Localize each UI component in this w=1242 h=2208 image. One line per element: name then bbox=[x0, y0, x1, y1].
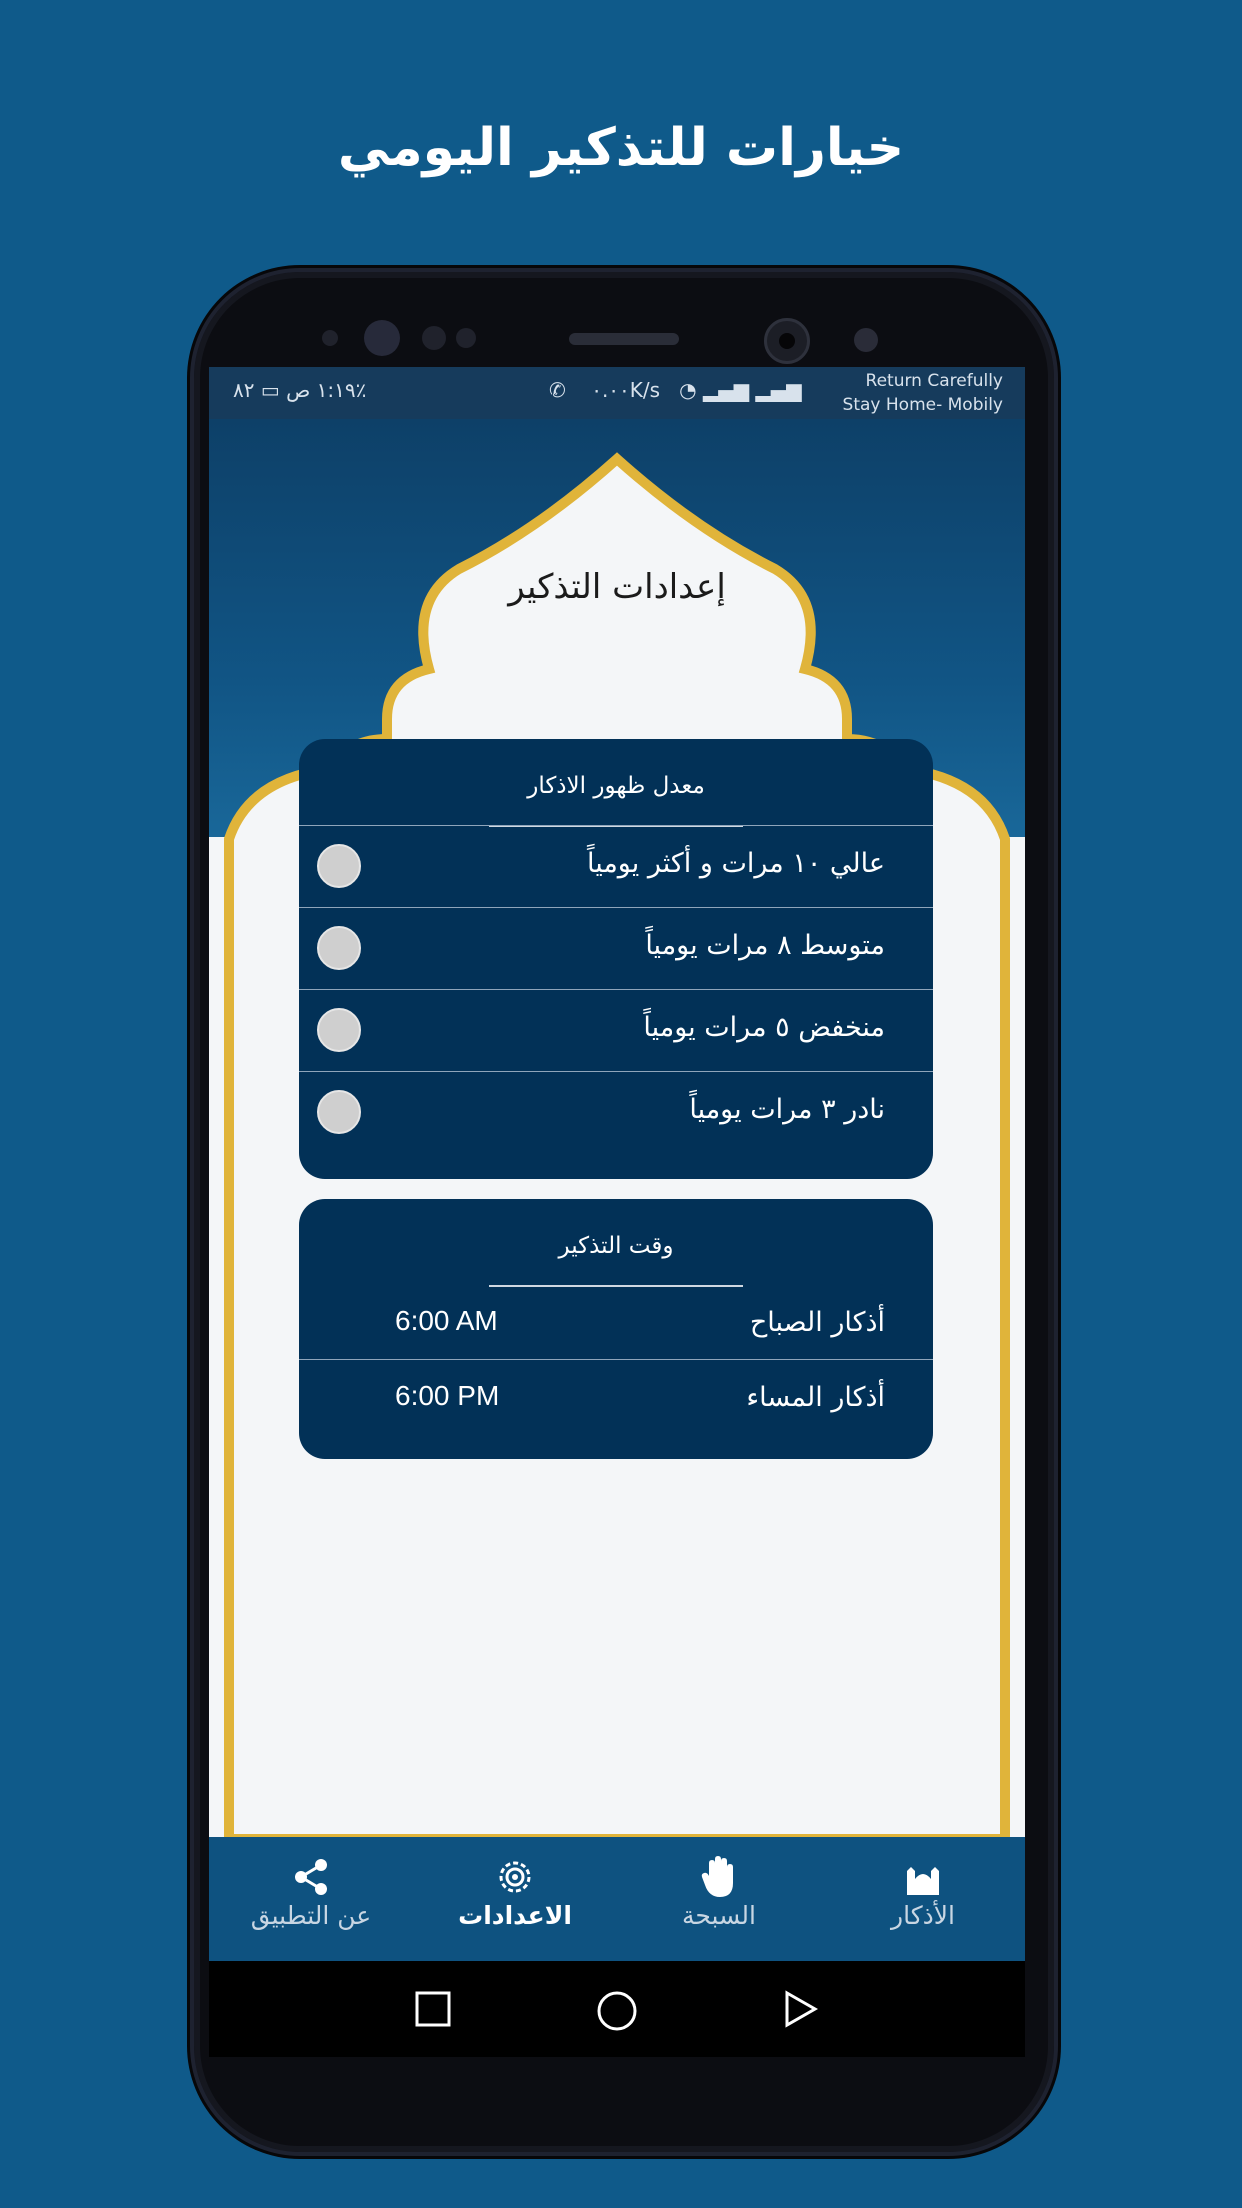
status-bar bbox=[209, 367, 1025, 419]
network-speed bbox=[549, 378, 802, 402]
page-title: إعدادات التذكير bbox=[508, 567, 726, 607]
option-label: عالي ١٠ مرات و أكثر يومياً bbox=[586, 848, 885, 879]
hand-icon bbox=[617, 1853, 821, 1901]
signal-icon: ◔ ▂▄▆ ▂▄▆ bbox=[679, 378, 802, 402]
earpiece-speaker bbox=[569, 333, 679, 345]
nav-item-azkar[interactable] bbox=[821, 1853, 1025, 1930]
reminder-time-card bbox=[299, 1199, 933, 1459]
bottom-navigation bbox=[209, 1837, 1025, 1961]
nav-item-settings[interactable] bbox=[413, 1853, 617, 1930]
gear-icon bbox=[413, 1853, 617, 1901]
frequency-option-high[interactable] bbox=[299, 825, 933, 907]
frequency-header-text: معدل ظهور الاذكار bbox=[527, 773, 705, 799]
share-icon bbox=[209, 1853, 413, 1901]
option-label: نادر ٣ مرات يومياً bbox=[689, 1094, 885, 1125]
front-camera bbox=[364, 320, 400, 356]
evening-time[interactable]: 6:00 PM bbox=[395, 1380, 500, 1411]
iris-camera bbox=[764, 318, 810, 364]
evening-reminder-row[interactable] bbox=[299, 1359, 933, 1433]
carrier-line-2: Stay Home- Mobily bbox=[842, 395, 1003, 415]
morning-label: أذكار الصباح bbox=[749, 1307, 885, 1338]
nav-label: السبحة bbox=[682, 1901, 756, 1930]
home-icon[interactable] bbox=[595, 1989, 639, 2033]
morning-time[interactable]: 6:00 AM bbox=[395, 1305, 498, 1336]
status-time-battery: ١:١٩ ص ▭ ٨٢٪ bbox=[233, 378, 367, 402]
carrier-info bbox=[843, 369, 1003, 417]
call-icon: ✆ bbox=[549, 378, 566, 402]
radio-button[interactable] bbox=[317, 1090, 361, 1134]
radio-button[interactable] bbox=[317, 1008, 361, 1052]
morning-reminder-row[interactable] bbox=[299, 1285, 933, 1359]
evening-label: أذكار المساء bbox=[746, 1382, 885, 1413]
phone-frame bbox=[190, 268, 1058, 2156]
option-label: متوسط ٨ مرات يومياً bbox=[645, 930, 885, 961]
mosque-icon bbox=[821, 1853, 1025, 1901]
frequency-option-rare[interactable] bbox=[299, 1071, 933, 1153]
nav-item-tasbih[interactable] bbox=[617, 1853, 821, 1930]
app-screen bbox=[209, 367, 1025, 2057]
nav-label: الأذكار bbox=[891, 1901, 955, 1930]
nav-label: الاعدادات bbox=[458, 1901, 572, 1930]
speed-text: ٠.٠٠K/s bbox=[591, 378, 661, 402]
promo-title: خيارات للتذكير اليومي bbox=[337, 118, 905, 178]
frequency-card-header bbox=[299, 739, 933, 825]
sensor-dot bbox=[422, 326, 446, 350]
radio-button[interactable] bbox=[317, 926, 361, 970]
sensor-dot bbox=[322, 330, 338, 346]
frequency-option-medium[interactable] bbox=[299, 907, 933, 989]
recents-icon[interactable] bbox=[413, 1989, 453, 2029]
system-navigation-bar bbox=[209, 1961, 1025, 2057]
back-icon[interactable] bbox=[781, 1989, 821, 2029]
sensor-dot bbox=[456, 328, 476, 348]
sensor-dot bbox=[854, 328, 878, 352]
time-header-text: وقت التذكير bbox=[558, 1233, 674, 1259]
frequency-card bbox=[299, 739, 933, 1179]
frequency-option-low[interactable] bbox=[299, 989, 933, 1071]
time-card-header bbox=[299, 1199, 933, 1285]
radio-button[interactable] bbox=[317, 844, 361, 888]
carrier-line-1: Return Carefully bbox=[865, 371, 1003, 391]
option-label: منخفض ٥ مرات يومياً bbox=[643, 1012, 885, 1043]
nav-label: عن التطبيق bbox=[250, 1901, 372, 1930]
nav-item-about[interactable] bbox=[209, 1853, 413, 1930]
